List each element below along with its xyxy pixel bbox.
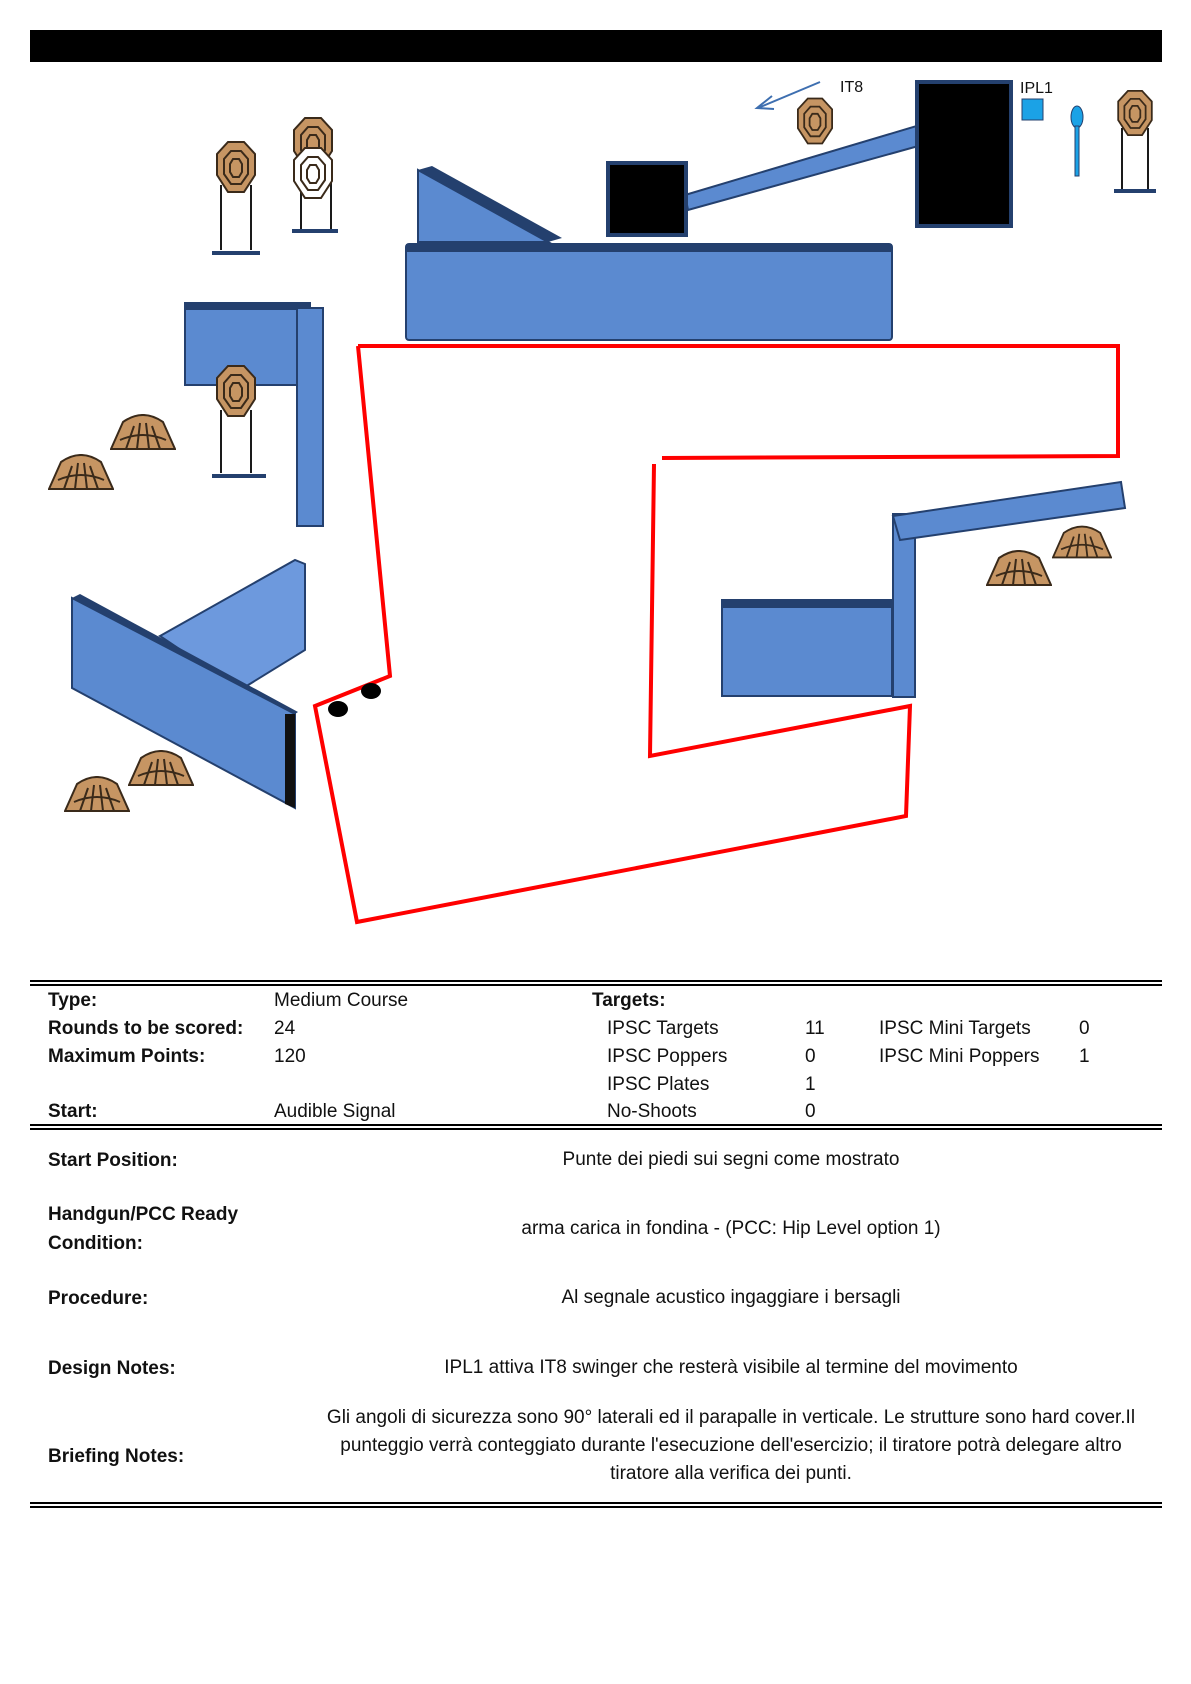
ipsc-target xyxy=(217,142,255,192)
briefing-notes-value: Gli angoli di sicurezza sono 90° laterali ed il parapalle in verticale. Le strutture sono hard cover.Il punteggio verrà conteggiato durante l'esecuzione dell'esercizio; il tiratore potrà delegare altro tiratore alla verifica dei punti. xyxy=(326,1407,1136,1484)
procedure-label: Procedure: xyxy=(48,1288,149,1309)
ipsc-targets-count: 11 xyxy=(805,1018,825,1039)
ipl1-plate xyxy=(1022,99,1043,120)
prone-target xyxy=(111,415,175,449)
type-value: Medium Course xyxy=(274,990,409,1011)
briefing-notes-label: Briefing Notes: xyxy=(48,1446,185,1467)
ipl1-label: IPL1 xyxy=(1020,80,1053,97)
divider xyxy=(30,980,1162,986)
wall-right-vertical xyxy=(893,514,915,697)
it8-label: IT8 xyxy=(840,79,864,96)
barrel-black xyxy=(608,163,686,235)
divider xyxy=(30,1124,1162,1130)
ipsc-target xyxy=(1118,91,1152,135)
ipsc-poppers-count: 0 xyxy=(805,1046,816,1067)
procedure-value: Al segnale acustico ingaggiare i bersagli xyxy=(561,1287,901,1308)
no-shoots-count: 0 xyxy=(805,1101,816,1122)
ipsc-poppers-label: IPSC Poppers xyxy=(607,1046,728,1067)
fault-line xyxy=(358,346,1118,458)
start-mark xyxy=(361,683,381,699)
no-shoot-target xyxy=(294,148,332,198)
start-label: Start: xyxy=(48,1101,98,1122)
ready-condition-label-line1: Handgun/PCC Ready xyxy=(48,1204,239,1225)
mini-targets-label: IPSC Mini Targets xyxy=(879,1018,1031,1039)
mini-popper-post xyxy=(1075,126,1079,176)
wall-left-horizontal-edge xyxy=(185,303,310,310)
rounds-label: Rounds to be scored: xyxy=(48,1018,244,1039)
ready-condition-value: arma carica in fondina - (PCC: Hip Level option 1) xyxy=(521,1218,941,1239)
no-shoots-label: No-Shoots xyxy=(607,1101,697,1122)
wall-top-main-edge xyxy=(406,244,892,252)
rounds-value: 24 xyxy=(274,1018,296,1039)
design-notes-value: IPL1 attiva IT8 swinger che resterà visibile al termine del movimento xyxy=(444,1357,1018,1378)
prone-target xyxy=(987,551,1051,585)
wall-bottom-left-end xyxy=(285,714,295,808)
wall-top-sloped xyxy=(418,170,548,242)
type-label: Type: xyxy=(48,990,98,1011)
wall-right-main-edge xyxy=(722,600,892,608)
wall-left-vertical xyxy=(297,308,323,526)
prone-target xyxy=(1053,527,1111,558)
divider xyxy=(30,1502,1162,1508)
mini-popper xyxy=(1071,106,1083,128)
ipsc-plates-label: IPSC Plates xyxy=(607,1074,710,1095)
targets-label: Targets: xyxy=(592,990,666,1011)
mini-targets-count: 0 xyxy=(1079,1018,1090,1039)
points-label: Maximum Points: xyxy=(48,1046,206,1067)
prone-target xyxy=(65,777,129,811)
start-position-value: Punte dei piedi sui segni come mostrato xyxy=(562,1149,900,1170)
start-position-label: Start Position: xyxy=(48,1150,178,1171)
mini-poppers-count: 1 xyxy=(1079,1046,1090,1067)
start-mark xyxy=(328,701,348,717)
start-value: Audible Signal xyxy=(274,1101,396,1122)
prone-target xyxy=(49,455,113,489)
points-value: 120 xyxy=(274,1046,306,1067)
design-notes-label: Design Notes: xyxy=(48,1358,176,1379)
prone-target xyxy=(129,751,193,785)
barrel-black xyxy=(917,82,1011,226)
ipsc-target xyxy=(217,366,255,416)
wall-top-main xyxy=(406,244,892,340)
ready-condition-label-line2: Condition: xyxy=(48,1233,143,1254)
mini-poppers-label: IPSC Mini Poppers xyxy=(879,1046,1040,1067)
ipsc-target xyxy=(798,99,832,144)
wall-right-main xyxy=(722,600,892,696)
ipsc-targets-label: IPSC Targets xyxy=(607,1018,719,1039)
ipsc-plates-count: 1 xyxy=(805,1074,816,1095)
